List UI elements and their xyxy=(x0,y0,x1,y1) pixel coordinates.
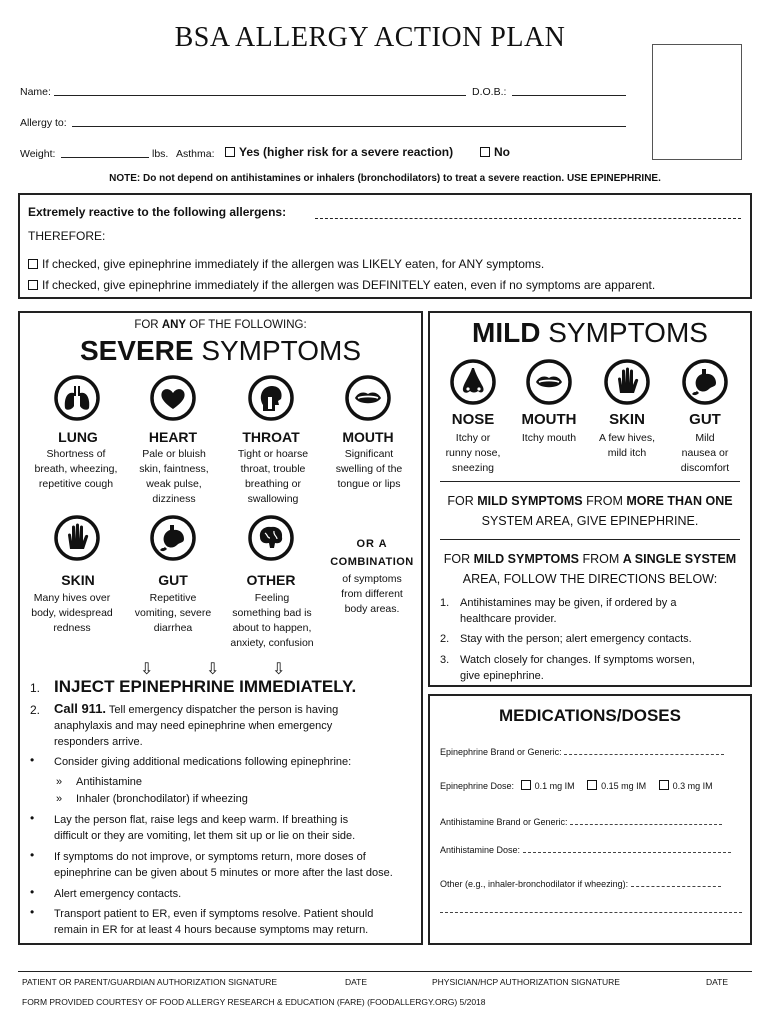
severe-skin-name: SKIN xyxy=(61,572,95,588)
severe-mouth-desc: Significant swelling of the tongue or lips xyxy=(335,448,403,490)
down-arrow-icon: ⇩ xyxy=(140,661,154,678)
mild-symptoms-box xyxy=(428,311,752,687)
antihistamine-brand-field[interactable] xyxy=(570,816,722,825)
severe-symptoms-box xyxy=(18,311,423,945)
allergens-field[interactable] xyxy=(315,207,741,219)
step1-num: 1. xyxy=(30,681,41,695)
divider xyxy=(440,539,740,540)
more-than-one-text: FOR MILD SYMPTOMS FROM MORE THAN ONE SYSTEM AREA, GIVE EPINEPHRINE. xyxy=(447,494,733,528)
epinephrine-note: NOTE: Do not depend on antihistamines or inhalers (bronchodilators) to treat a severe reaction. USE EPINEPHRINE. xyxy=(109,173,661,184)
mild-nose-name: NOSE xyxy=(451,411,495,428)
throat-icon xyxy=(248,375,294,421)
severe-throat-desc: Tight or hoarse throat, trouble breathing or swallowing xyxy=(237,448,309,505)
patient-date-label: DATE xyxy=(345,977,368,987)
mild-gut-desc: Mild nausea or discomfort xyxy=(680,432,730,474)
mild-step-2: 2. Stay with the person; alert emergency contacts. xyxy=(440,633,692,645)
consider-meds-text: Consider giving additional medications following epinephrine: xyxy=(54,756,352,768)
alert-contacts-text: Alert emergency contacts. xyxy=(54,888,182,900)
weight-label: Weight: xyxy=(20,148,56,160)
checkbox-icon[interactable] xyxy=(28,280,38,290)
likely-eaten-label: If checked, give epinephrine immediately if the allergen was LIKELY eaten, for ANY symptoms. xyxy=(42,257,545,271)
lbs-label: lbs. xyxy=(152,148,169,160)
severe-other-name: OTHER xyxy=(246,572,296,588)
epinephrine-dose-row xyxy=(440,780,744,791)
heart-icon xyxy=(150,375,196,421)
asthma-label: Asthma: xyxy=(176,148,215,160)
severe-lung-name: LUNG xyxy=(58,429,98,445)
likely-eaten-option[interactable] xyxy=(28,257,544,271)
checkbox-icon[interactable] xyxy=(225,147,235,157)
checkbox-icon[interactable] xyxy=(587,780,597,790)
other-med-field-line2[interactable] xyxy=(440,912,742,913)
severe-skin-desc: Many hives over body, widespread redness xyxy=(31,592,113,634)
mild-mouth-name: MOUTH xyxy=(521,411,577,428)
bullet-dot: • xyxy=(30,753,35,767)
mouth-icon xyxy=(345,375,391,421)
severe-gut-name: GUT xyxy=(158,572,188,588)
dose-0-15-option[interactable]: 0.15 mg IM xyxy=(587,781,646,791)
asthma-yes-label: Yes (higher risk for a severe reaction) xyxy=(239,145,454,159)
epinephrine-brand-row[interactable] xyxy=(440,746,744,757)
divider xyxy=(440,481,740,482)
weight-field[interactable] xyxy=(61,146,149,158)
severe-heading: SEVERE SYMPTOMS xyxy=(79,335,362,366)
repeat-dose-text: If symptoms do not improve, or symptoms return, more doses of epinephrine can be given about 5 minutes or more after the last dose. xyxy=(54,851,393,879)
dose-0-1-option[interactable]: 0.1 mg IM xyxy=(521,781,575,791)
severe-lung-desc: Shortness of breath, wheezing, repetitive cough xyxy=(34,448,118,490)
definitely-eaten-option[interactable] xyxy=(28,278,655,292)
definitely-eaten-label: If checked, give epinephrine immediately if the allergen was DEFINITELY eaten, even if no symptoms are apparent. xyxy=(42,278,656,292)
sub-inhaler: » Inhaler (bronchodilator) if wheezing xyxy=(56,793,248,805)
dob-field[interactable] xyxy=(512,84,626,96)
checkbox-icon[interactable] xyxy=(521,780,531,790)
combination-label: COMBINATION xyxy=(330,556,414,568)
bullet-dot: • xyxy=(30,811,35,825)
physician-date-label: DATE xyxy=(706,977,729,987)
sub-antihistamine: » Antihistamine xyxy=(56,776,143,788)
name-field[interactable] xyxy=(54,84,466,96)
epinephrine-brand-field[interactable] xyxy=(564,746,724,755)
severe-other-desc: Feeling something bad is about to happen, anxiety, confusion xyxy=(230,592,314,649)
antihistamine-brand-row[interactable] xyxy=(440,816,744,827)
antihistamine-dose-row[interactable] xyxy=(440,844,744,855)
severe-heart-name: HEART xyxy=(148,429,198,445)
checkbox-icon[interactable] xyxy=(28,259,38,269)
lay-flat-text: Lay the person flat, raise legs and keep warm. If breathing is difficult or they are vomiting, let them sit up or lie on their side. xyxy=(54,814,356,842)
mild-heading: MILD SYMPTOMS xyxy=(472,317,708,348)
photo-box[interactable] xyxy=(652,44,742,160)
other-med-label: Other (e.g., inhaler-bronchodilator if wheezing): xyxy=(440,879,629,889)
dose-0-3-option[interactable]: 0.3 mg IM xyxy=(659,781,713,791)
severe-mouth-name: MOUTH xyxy=(342,429,394,445)
severe-gut-desc: Repetitive vomiting, severe diarrhea xyxy=(134,592,212,634)
page-title: BSA ALLERGY ACTION PLAN xyxy=(174,22,566,53)
call-911-text: Call 911. Tell emergency dispatcher the person is having anaphylaxis and may need epinephrine when emergency responders arrive. xyxy=(54,701,339,748)
asthma-no-label: No xyxy=(494,145,510,159)
extreme-allergens-label: Extremely reactive to the following allergens: xyxy=(28,205,287,219)
down-arrow-icon: ⇩ xyxy=(272,661,286,678)
hand-icon xyxy=(54,515,100,561)
mild-skin-desc: A few hives, mild itch xyxy=(598,432,656,459)
or-a-label: OR A xyxy=(356,538,388,550)
name-label: Name: xyxy=(20,86,51,98)
patient-signature-label: PATIENT OR PARENT/GUARDIAN AUTHORIZATION SIGNATURE xyxy=(22,977,278,987)
mild-nose-desc: Itchy or runny nose, sneezing xyxy=(445,432,501,474)
other-med-field[interactable] xyxy=(631,878,721,887)
step2-num: 2. xyxy=(30,703,41,717)
stomach-icon xyxy=(682,359,728,405)
mild-step-1: 1. Antihistamines may be given, if ordered by a healthcare provider. xyxy=(440,597,677,625)
checkbox-icon[interactable] xyxy=(659,780,669,790)
bullet-dot: • xyxy=(30,848,35,862)
transport-er-text: Transport patient to ER, even if symptoms resolve. Patient should remain in ER for at least 4 hours because symptoms may return. xyxy=(54,908,374,936)
courtesy-text: FORM PROVIDED COURTESY OF FOOD ALLERGY RESEARCH & EDUCATION (FARE) (FOODALLERGY.ORG) 5/2018 xyxy=(22,997,486,1007)
inject-epinephrine-heading: INJECT EPINEPHRINE IMMEDIATELY. xyxy=(54,677,357,696)
therefore-label: THEREFORE: xyxy=(28,229,106,243)
medications-box xyxy=(428,694,752,945)
antihistamine-dose-label: Antihistamine Dose: xyxy=(440,845,521,855)
signature-line[interactable] xyxy=(18,971,752,972)
dob-label: D.O.B.: xyxy=(472,86,507,98)
bullet-dot: • xyxy=(30,885,35,899)
mild-step-3: 3. Watch closely for changes. If symptoms worsen, give epinephrine. xyxy=(440,654,695,682)
checkbox-icon[interactable] xyxy=(480,147,490,157)
epinephrine-brand-label: Epinephrine Brand or Generic: xyxy=(440,747,562,757)
single-system-text: FOR MILD SYMPTOMS FROM A SINGLE SYSTEM AREA, FOLLOW THE DIRECTIONS BELOW: xyxy=(443,552,737,586)
for-any-label: FOR ANY OF THE FOLLOWING: xyxy=(134,319,307,331)
severe-throat-name: THROAT xyxy=(242,429,300,445)
antihistamine-dose-field[interactable] xyxy=(523,844,731,853)
other-med-row[interactable] xyxy=(440,878,744,889)
down-arrow-icon: ⇩ xyxy=(206,661,220,678)
asthma-yes-option[interactable] xyxy=(225,145,453,159)
mild-gut-name: GUT xyxy=(689,411,721,428)
severe-heart-desc: Pale or bluish skin, faintness, weak pulse, dizziness xyxy=(139,448,209,505)
extreme-allergens-box xyxy=(18,193,752,299)
allergy-to-field[interactable] xyxy=(72,115,626,127)
mild-mouth-desc: Itchy mouth xyxy=(521,432,577,444)
physician-signature-label: PHYSICIAN/HCP AUTHORIZATION SIGNATURE xyxy=(432,977,620,987)
combination-desc: of symptoms from different body areas. xyxy=(341,573,403,615)
bullet-dot: • xyxy=(30,905,35,919)
asthma-no-option[interactable] xyxy=(480,145,510,159)
mouth-icon xyxy=(526,359,572,405)
antihistamine-brand-label: Antihistamine Brand or Generic: xyxy=(440,817,568,827)
epinephrine-dose-label: Epinephrine Dose: xyxy=(440,781,515,791)
brain-icon xyxy=(248,515,294,561)
hand-icon xyxy=(604,359,650,405)
stomach-icon xyxy=(150,515,196,561)
nose-icon xyxy=(450,359,496,405)
allergy-to-label: Allergy to: xyxy=(20,117,67,129)
mild-skin-name: SKIN xyxy=(609,411,645,428)
lung-icon xyxy=(54,375,100,421)
medications-heading: MEDICATIONS/DOSES xyxy=(499,706,681,725)
